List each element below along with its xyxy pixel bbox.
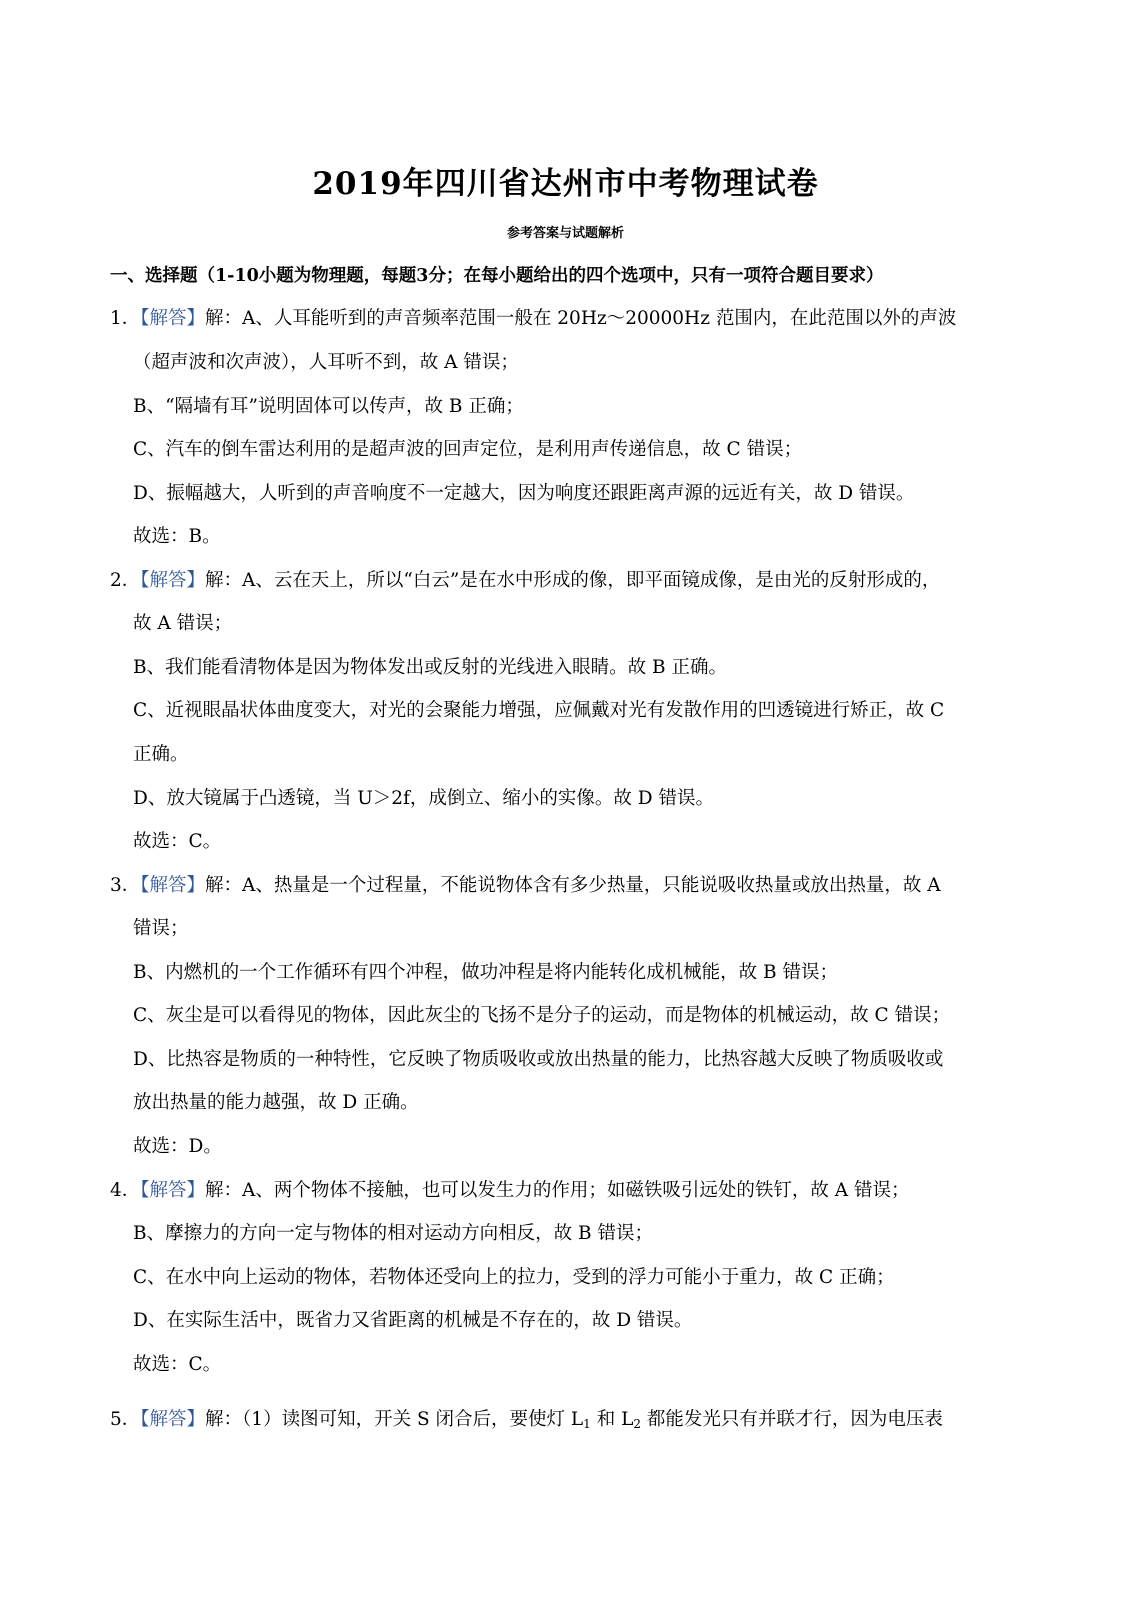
section-heading: 一、选择题（1-10小题为物理题，每题3分；在每小题给出的四个选项中，只有一项符合题目要求） — [110, 266, 884, 286]
subscript: 2 — [633, 1417, 641, 1431]
question-4 — [110, 1176, 910, 1202]
answer-choice: 故选：D。 — [133, 1136, 222, 1157]
answer-line: B、“隔墙有耳”说明固体可以传声，故 B 正确； — [133, 396, 524, 417]
answer-line: C、在水中向上运动的物体，若物体还受向上的拉力，受到的浮力可能小于重力，故 C 正确； — [133, 1267, 895, 1288]
answer-line: B、我们能看清物体是因为物体发出或反射的光线进入眼睛。故 B 正确。 — [133, 657, 727, 678]
question-number: 2． — [110, 570, 141, 591]
question-5 — [110, 1405, 943, 1431]
answer-tag: 【解答】 — [140, 1409, 206, 1430]
answer-line: 放出热量的能力越强，故 D 正确。 — [133, 1092, 419, 1113]
answer-line: 解：A、热量是一个过程量，不能说物体含有多少热量，只能说吸收热量或放出热量，故 A — [205, 875, 941, 896]
answer-line: 错误； — [133, 918, 189, 939]
answer-line: C、灰尘是可以看得见的物体，因此灰尘的飞扬不是分子的运动，而是物体的机械运动，故 C 错误； — [133, 1005, 951, 1026]
answer-line: 解：A、云在天上，所以“白云”是在水中形成的像，即平面镜成像，是由光的反射形成的， — [205, 570, 941, 591]
answer-line: 都能发光只有并联才行，因为电压表 — [641, 1409, 943, 1430]
question-number: 4． — [110, 1180, 141, 1201]
answer-line: C、近视眼晶状体曲度变大，对光的会聚能力增强，应佩戴对光有发散作用的凹透镜进行矫正，故 C — [133, 700, 945, 721]
subscript: 1 — [583, 1417, 591, 1431]
answer-line: （超声波和次声波），人耳听不到，故 A 错误； — [133, 352, 519, 373]
question-1 — [110, 304, 956, 330]
answer-line: D、放大镜属于凸透镜，当 U＞2f，成倒立、缩小的实像。故 D 错误。 — [133, 788, 715, 809]
answer-tag: 【解答】 — [140, 1180, 206, 1201]
answer-line: 解：A、两个物体不接触，也可以发生力的作用；如磁铁吸引远处的铁钉，故 A 错误； — [205, 1180, 910, 1201]
answer-choice: 故选：B。 — [133, 526, 221, 547]
question-2 — [110, 566, 940, 592]
answer-line: 故 A 错误； — [133, 613, 233, 634]
answer-choice: 故选：C。 — [133, 831, 222, 852]
answer-line: D、比热容是物质的一种特性，它反映了物质吸收或放出热量的能力，比热容越大反映了物质吸收或 — [133, 1049, 944, 1070]
answer-line: B、内燃机的一个工作循环有四个冲程，做功冲程是将内能转化成机械能，故 B 错误； — [133, 962, 838, 983]
answer-line: C、汽车的倒车雷达利用的是超声波的回声定位，是利用声传递信息，故 C 错误； — [133, 439, 803, 460]
answer-line: B、摩擦力的方向一定与物体的相对运动方向相反，故 B 错误； — [133, 1223, 653, 1244]
question-number: 3． — [110, 875, 141, 896]
answer-tag: 【解答】 — [140, 308, 206, 329]
answer-tag: 【解答】 — [140, 875, 206, 896]
answer-line: 解：A、人耳能听到的声音频率范围一般在 20Hz～20000Hz 范围内，在此范围以外的声波 — [205, 308, 957, 329]
answer-tag: 【解答】 — [140, 570, 206, 591]
answer-line: 正确。 — [133, 744, 189, 765]
answer-line: 解：（1）读图可知，开关 S 闭合后，要使灯 L — [205, 1409, 584, 1430]
question-3 — [110, 871, 941, 897]
question-number: 5． — [110, 1409, 141, 1430]
answer-line: 和 L — [590, 1409, 634, 1430]
answer-choice: 故选：C。 — [133, 1354, 222, 1375]
question-number: 1． — [110, 308, 141, 329]
page-subtitle: 参考答案与试题解析 — [506, 226, 624, 241]
answer-line: D、在实际生活中，既省力又省距离的机械是不存在的，故 D 错误。 — [133, 1310, 693, 1331]
answer-line: D、振幅越大，人听到的声音响度不一定越大，因为响度还跟距离声源的远近有关，故 D 错误。 — [133, 483, 915, 504]
page-title: 2019年四川省达州市中考物理试卷 — [312, 166, 819, 202]
